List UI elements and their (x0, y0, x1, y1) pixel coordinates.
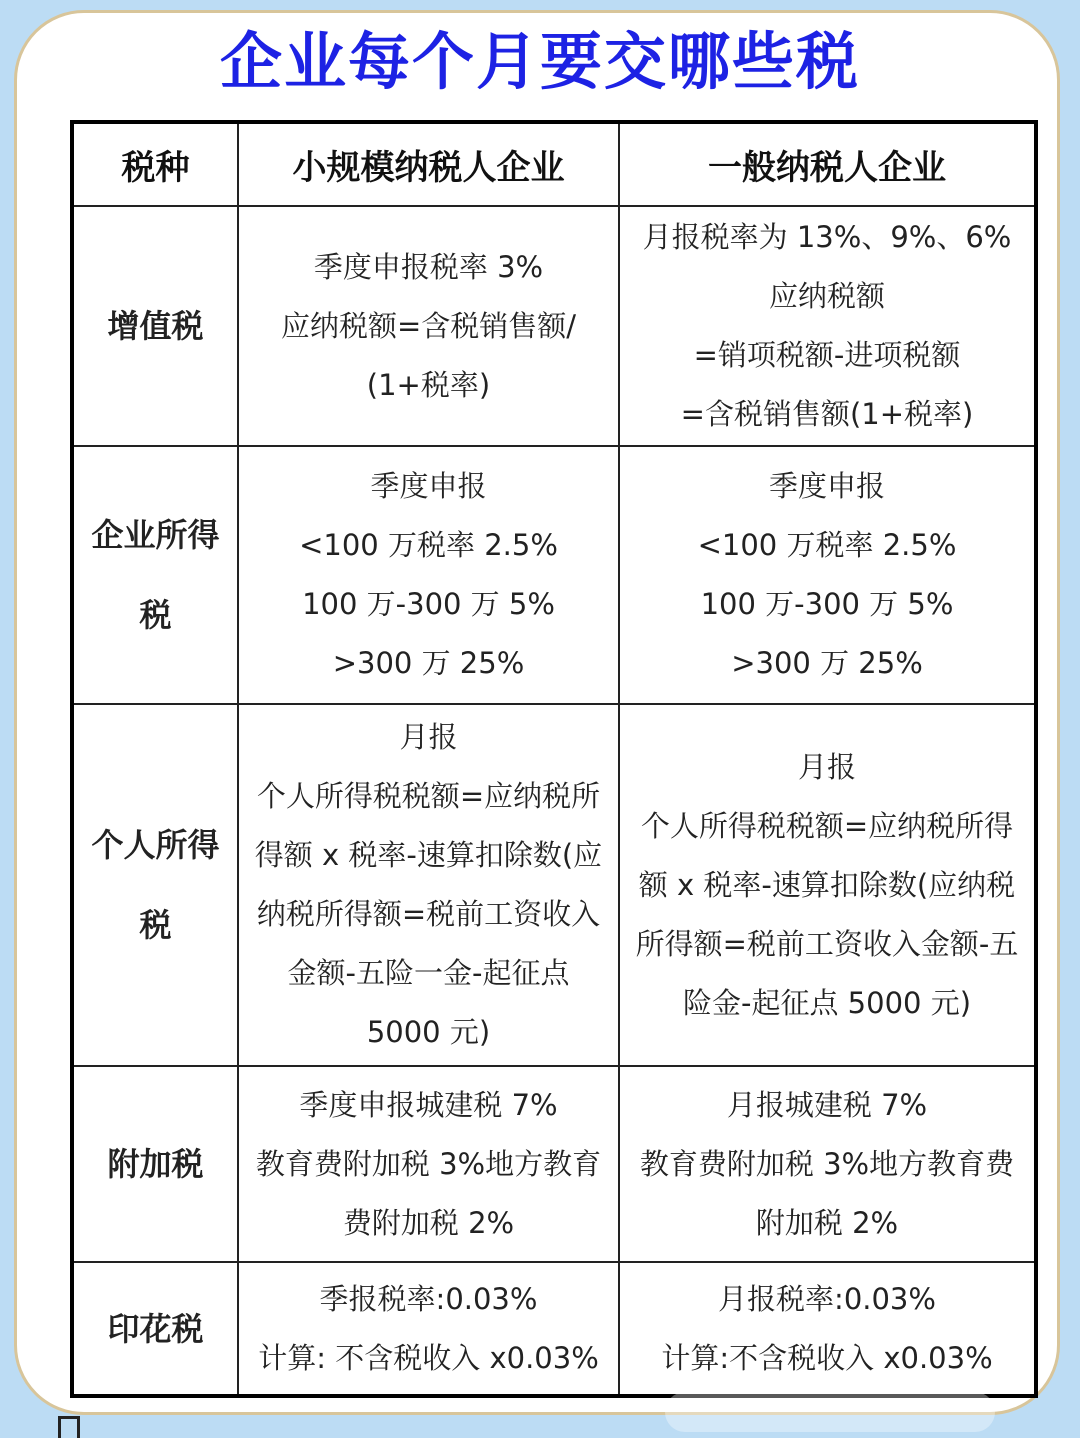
cell-line: 应纳税额=含税销售额/ (280, 308, 577, 343)
category-label: 税 (139, 596, 172, 634)
header-small-scale: 小规模纳税人企业 (238, 122, 619, 206)
cell-line: 个人所得税税额=应纳税所得 (640, 808, 1014, 843)
cell-line: 纳税所得额=税前工资收入 (256, 897, 601, 931)
cell-line: <100 万税率 2.5% (697, 528, 957, 562)
page-title: 企业每个月要交哪些税 (219, 25, 860, 98)
cell-line: =销项税额-进项税额 (693, 338, 961, 372)
category-cell (72, 206, 238, 446)
small-scale-cell (238, 206, 619, 446)
table-row-personal-income-tax (72, 704, 1036, 1066)
small-scale-cell (238, 446, 619, 704)
cell-line: >300 万 25% (332, 646, 525, 680)
category-label: 附加税 (107, 1145, 204, 1183)
cell-line: 教育费附加税 3%地方教育 (255, 1146, 602, 1181)
general-cell (619, 1066, 1036, 1262)
cell-line: <100 万税率 2.5% (299, 528, 558, 562)
cell-line: 金额-五险一金-起征点 (287, 956, 570, 990)
cell-line: 费附加税 2% (342, 1205, 515, 1240)
cell-line: 附加税 2% (755, 1205, 899, 1240)
general-cell (619, 1262, 1036, 1396)
table-row-corporate-income-tax (72, 446, 1036, 704)
cell-line: >300 万 25% (731, 646, 923, 680)
cell-line: 100 万-300 万 5% (302, 587, 555, 621)
category-label: 印花税 (107, 1309, 204, 1348)
small-scale-cell (238, 704, 619, 1066)
corner-mark-icon (58, 1416, 80, 1438)
watermark-overlay (665, 1392, 995, 1432)
cell-line: 100 万-300 万 5% (700, 587, 954, 621)
cell-line: 月报城建税 7% (726, 1087, 928, 1122)
category-cell (72, 704, 238, 1066)
table-row-stamp-duty (72, 1262, 1036, 1396)
table-row-surcharge-tax (72, 1066, 1036, 1262)
cell-line: (1+税率) (366, 367, 491, 402)
cell-line: 得额 x 税率-速算扣除数(应 (254, 838, 603, 872)
category-cell (72, 1262, 238, 1396)
cell-line: 季度申报 (768, 469, 885, 503)
small-scale-cell (238, 1066, 619, 1262)
category-cell (72, 1066, 238, 1262)
tax-table (70, 120, 1038, 1398)
cell-line: 额 x 税率-速算扣除数(应纳税 (638, 867, 1016, 902)
cell-line: 月报 (797, 749, 856, 784)
category-label: 个人所得 (91, 826, 220, 864)
cell-line: 季度申报城建税 7% (299, 1087, 558, 1122)
cell-line: 所得额=税前工资收入金额-五 (635, 926, 1019, 961)
general-cell (619, 446, 1036, 704)
category-label: 企业所得 (91, 516, 220, 554)
table-header-row (72, 122, 1036, 206)
cell-line: 季报税率:0.03% (319, 1281, 538, 1316)
header-general: 一般纳税人企业 (619, 122, 1036, 206)
cell-line: 季度申报 (370, 469, 487, 503)
cell-line: 教育费附加税 3%地方教育费 (639, 1146, 1015, 1181)
cell-line: =含税销售额(1+税率) (680, 397, 974, 431)
cell-line: 计算:不含税收入 x0.03% (661, 1340, 993, 1375)
cell-line: 月报税率:0.03% (718, 1281, 936, 1316)
cell-line: 应纳税额 (768, 279, 885, 313)
cell-line: 计算: 不含税收入 x0.03% (258, 1340, 599, 1375)
header-tax-type: 税种 (72, 122, 238, 206)
small-scale-cell (238, 1262, 619, 1396)
cell-line: 月报税率为 13%、9%、6% (642, 220, 1012, 254)
cell-line: 月报 (399, 720, 458, 754)
category-label: 增值税 (107, 307, 204, 345)
general-cell (619, 206, 1036, 446)
general-cell (619, 704, 1036, 1066)
table-row-vat (72, 206, 1036, 446)
cell-line: 季度申报税率 3% (313, 249, 544, 284)
cell-line: 个人所得税税额=应纳税所 (256, 779, 601, 813)
category-cell (72, 446, 238, 704)
cell-line: 险金-起征点 5000 元) (682, 985, 972, 1020)
cell-line: 5000 元) (366, 1015, 491, 1049)
category-label: 税 (139, 906, 172, 944)
